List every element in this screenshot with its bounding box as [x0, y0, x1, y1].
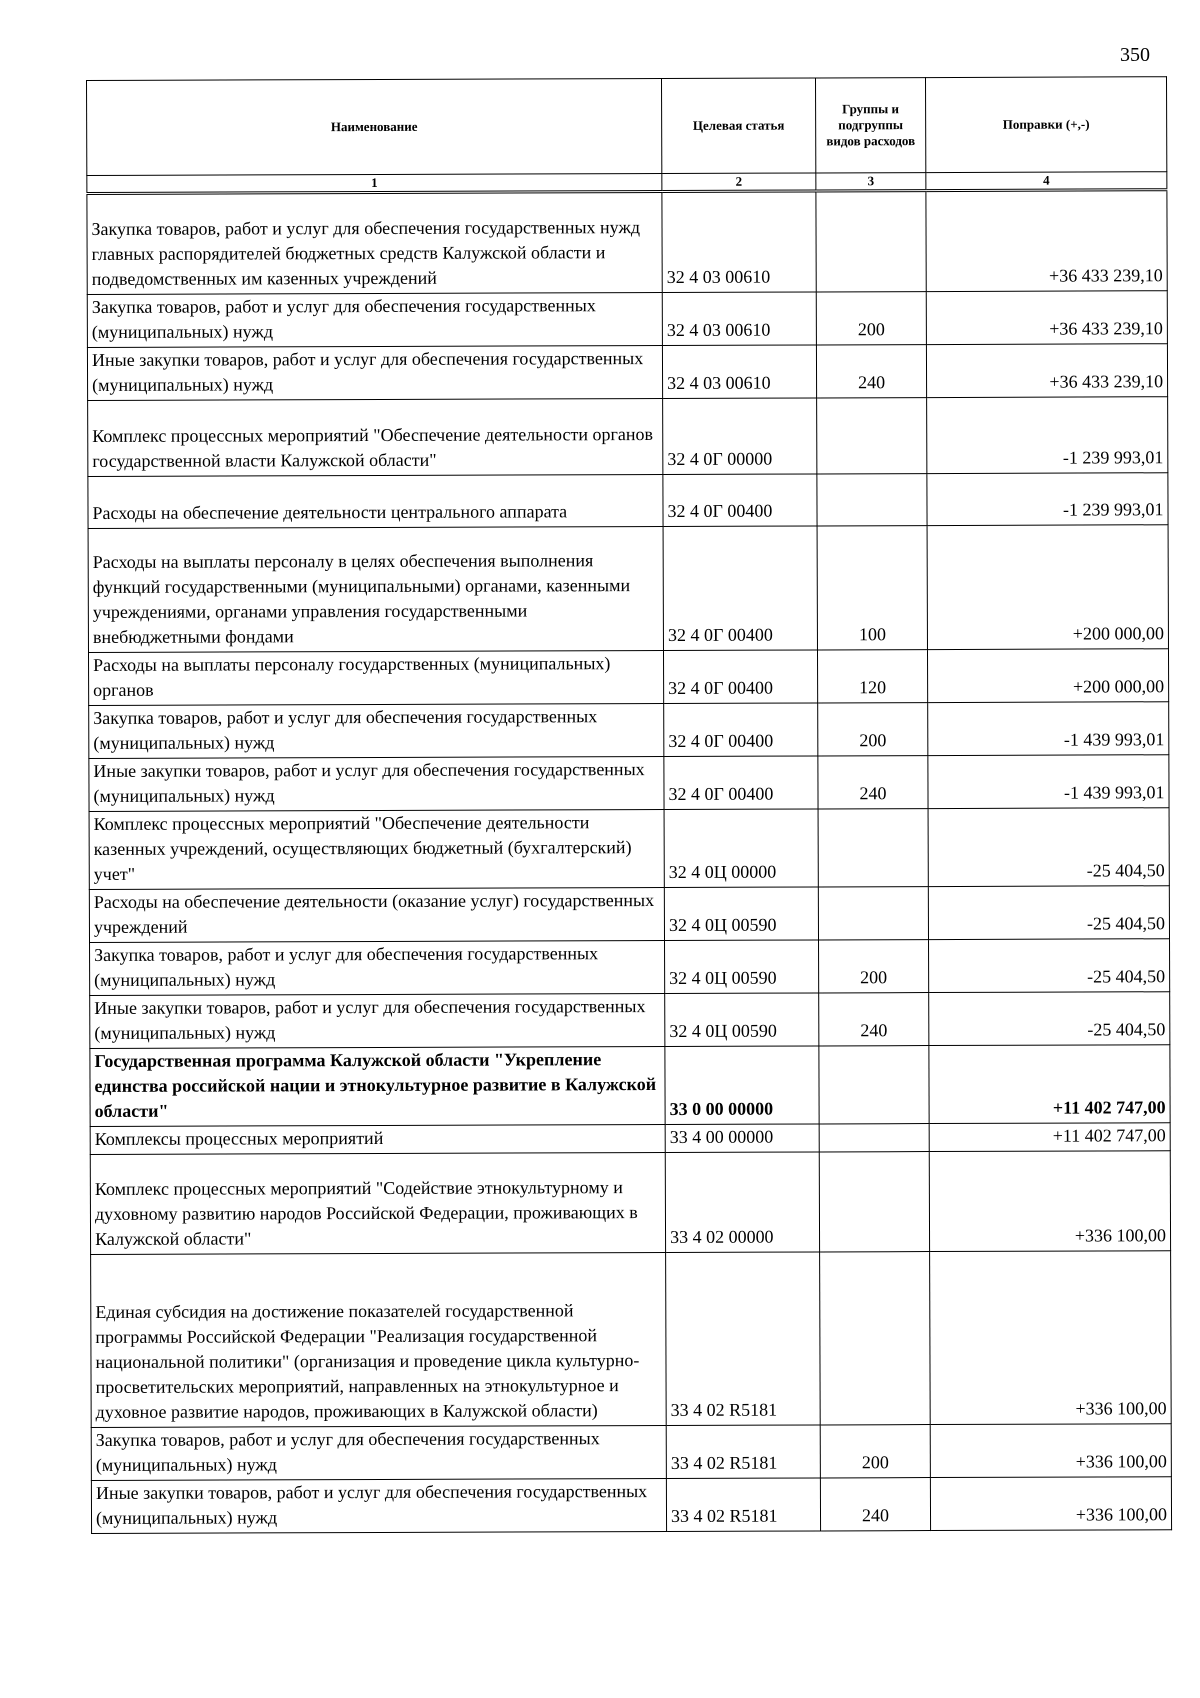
row-name: Единая субсидия на достижение показателей государственной программы Российской Федерации "Реализация государственной национальной политики" (организация и проведение цикла культурно-просветительских мероприятий, направленных на этнокультурное и духовное развитие народов, проживающих в Калужской области)	[91, 1252, 667, 1427]
table-header	[87, 77, 1167, 194]
table-row	[89, 808, 1169, 890]
row-amount: +336 100,00	[930, 1424, 1171, 1478]
row-target-code: 32 4 03 00610	[662, 345, 816, 399]
row-expense-group	[817, 474, 927, 526]
row-expense-group: 240	[819, 993, 929, 1046]
table-row	[87, 291, 1167, 348]
row-amount: -1 439 993,01	[928, 755, 1169, 809]
table-row	[89, 886, 1169, 943]
page-number: 350	[1120, 44, 1150, 66]
table-row	[88, 525, 1168, 653]
table-row	[90, 1151, 1170, 1255]
row-target-code: 32 4 0Г 00400	[663, 526, 817, 651]
table-row	[88, 473, 1168, 529]
row-name: Закупка товаров, работ и услуг для обеспечения государственных (муниципальных) нужд	[91, 1425, 666, 1480]
row-name: Расходы на выплаты персоналу в целях обеспечения выполнения функций государственными (муниципальными) органами, казенными учреждениями, органами управления государственными внебюджетными фондами	[88, 526, 663, 652]
row-amount: +336 100,00	[930, 1477, 1171, 1531]
row-target-code: 33 4 02 R5181	[666, 1478, 820, 1532]
row-name: Расходы на обеспечение деятельности центрального аппарата	[88, 474, 663, 528]
row-amount: -25 404,50	[929, 992, 1170, 1046]
row-target-code: 32 4 0Ц 00590	[665, 993, 819, 1047]
row-target-code: 33 4 00 00000	[665, 1124, 819, 1153]
row-target-code: 33 4 02 R5181	[666, 1252, 821, 1426]
row-expense-group: 200	[820, 1425, 930, 1478]
row-target-code: 32 4 0Ц 00000	[664, 809, 818, 888]
column-number: 2	[662, 173, 816, 192]
table-row	[87, 344, 1167, 401]
row-name: Иные закупки товаров, работ и услуг для обеспечения государственных (муниципальных) нужд	[90, 993, 665, 1048]
row-expense-group	[818, 887, 928, 940]
row-target-code: 32 4 0Г 00400	[663, 474, 817, 527]
header-amendments: Поправки (+,-)	[925, 77, 1166, 173]
table-body	[87, 190, 1172, 1534]
row-amount: -25 404,50	[928, 808, 1169, 887]
row-amount: +36 433 239,10	[926, 344, 1167, 398]
row-target-code: 32 4 0Ц 00590	[664, 887, 818, 941]
table-row	[90, 992, 1170, 1049]
row-target-code: 32 4 03 00610	[662, 292, 816, 346]
row-expense-group: 240	[820, 1478, 930, 1531]
table-row	[87, 190, 1167, 295]
row-expense-group	[819, 1152, 929, 1252]
row-target-code: 32 4 0Г 00000	[663, 398, 817, 475]
row-expense-group: 100	[817, 526, 927, 650]
row-name: Закупка товаров, работ и услуг для обеспечения государственных (муниципальных) нужд	[87, 292, 662, 347]
row-name: Расходы на выплаты персоналу государственных (муниципальных) органов	[88, 650, 663, 705]
table-row	[89, 755, 1169, 812]
column-number: 4	[926, 172, 1167, 191]
table-row	[89, 702, 1169, 759]
row-name: Комплекс процессных мероприятий "Обеспечение деятельности органов государственной власти Калужской области"	[88, 398, 663, 476]
row-expense-group: 240	[818, 756, 928, 809]
row-name: Комплекс процессных мероприятий "Содействие этнокультурному и духовному развитию народов Российской Федерации, проживающих в Калужской области"	[90, 1152, 665, 1254]
table-row	[91, 1477, 1171, 1534]
budget-amendments-table	[86, 76, 1172, 1534]
row-name: Иные закупки товаров, работ и услуг для обеспечения государственных (муниципальных) нужд	[91, 1478, 666, 1533]
table-row	[91, 1424, 1171, 1481]
row-amount: +200 000,00	[927, 649, 1168, 703]
row-target-code: 32 4 0Г 00400	[664, 703, 818, 757]
row-name: Иные закупки товаров, работ и услуг для обеспечения государственных (муниципальных) нужд	[87, 345, 662, 400]
row-expense-group	[816, 191, 926, 292]
row-name: Комплекс процессных мероприятий "Обеспечение деятельности казенных учреждений, осуществляющих бюджетный (бухгалтерский) учет"	[89, 809, 664, 889]
row-amount: +11 402 747,00	[929, 1045, 1170, 1124]
row-amount: +336 100,00	[930, 1251, 1172, 1425]
row-expense-group: 200	[816, 292, 926, 345]
row-amount: -1 239 993,01	[927, 397, 1168, 474]
row-amount: -1 239 993,01	[927, 473, 1168, 526]
row-expense-group	[819, 1046, 929, 1124]
table-row	[90, 939, 1170, 996]
row-amount: +36 433 239,10	[926, 190, 1167, 292]
row-expense-group: 120	[817, 650, 927, 703]
row-target-code: 33 4 02 R5181	[666, 1425, 820, 1479]
table-row	[88, 649, 1168, 706]
row-target-code: 32 4 0Г 00400	[664, 756, 818, 810]
row-expense-group	[817, 398, 927, 474]
row-amount: -1 439 993,01	[928, 702, 1169, 756]
row-name: Закупка товаров, работ и услуг для обеспечения государственных (муниципальных) нужд	[89, 703, 664, 758]
row-amount: -25 404,50	[928, 886, 1169, 940]
header-expense-groups: Группы и подгруппы видов расходов	[815, 78, 925, 173]
row-expense-group: 200	[818, 703, 928, 756]
row-expense-group	[820, 1252, 931, 1425]
row-name: Закупка товаров, работ и услуг для обеспечения государственных (муниципальных) нужд	[90, 940, 665, 995]
table-row	[91, 1251, 1172, 1428]
row-amount: -25 404,50	[929, 939, 1170, 993]
row-name: Закупка товаров, работ и услуг для обеспечения государственных нужд главных распорядителей бюджетных средств Калужской области и подведомственных им казенных учреждений	[87, 191, 662, 294]
row-expense-group: 200	[819, 940, 929, 993]
row-amount: +200 000,00	[927, 525, 1168, 650]
column-number: 3	[816, 173, 926, 191]
row-target-code: 33 0 00 00000	[665, 1046, 819, 1125]
row-amount: +336 100,00	[929, 1151, 1170, 1252]
row-amount: +36 433 239,10	[926, 291, 1167, 345]
row-target-code: 32 4 0Г 00400	[663, 650, 817, 704]
header-target-article: Целевая статья	[661, 78, 815, 174]
row-amount: +11 402 747,00	[929, 1123, 1170, 1152]
row-expense-group: 240	[816, 345, 926, 398]
row-name: Комплексы процессных мероприятий	[90, 1124, 665, 1154]
header-name: Наименование	[87, 78, 662, 175]
row-target-code: 32 4 03 00610	[662, 191, 816, 293]
column-number: 1	[87, 173, 662, 193]
table-row	[90, 1045, 1170, 1127]
row-expense-group	[818, 809, 928, 887]
row-name: Государственная программа Калужской области "Укрепление единства российской нации и этнокультурное развитие в Калужской области"	[90, 1046, 665, 1126]
row-name: Расходы на обеспечение деятельности (оказание услуг) государственных учреждений	[89, 887, 664, 942]
row-target-code: 32 4 0Ц 00590	[665, 940, 819, 994]
row-name: Иные закупки товаров, работ и услуг для обеспечения государственных (муниципальных) нужд	[89, 756, 664, 811]
table-row	[90, 1123, 1170, 1155]
row-expense-group	[819, 1124, 929, 1152]
table-row	[88, 397, 1168, 477]
row-target-code: 33 4 02 00000	[665, 1152, 819, 1253]
